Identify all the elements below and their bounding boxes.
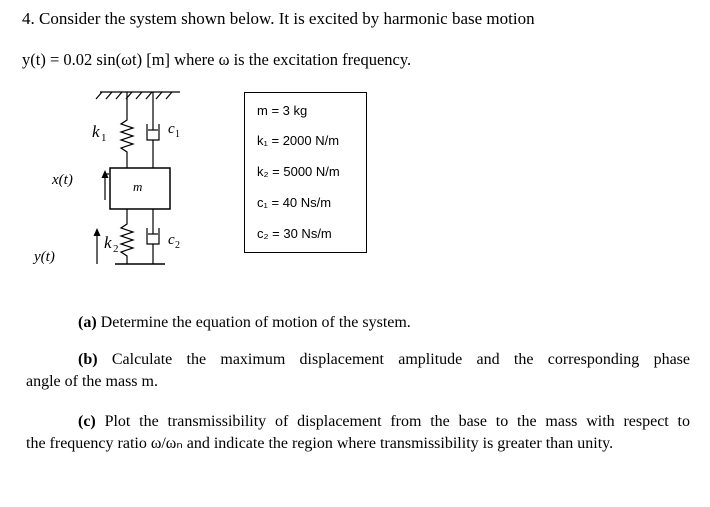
part-c-line2: the frequency ratio ω/ωₙ and indicate the region where transmissibility is greater than unity. (26, 435, 614, 452)
question-title: 4. Consider the system shown below. It is excited by harmonic base motion (22, 9, 535, 28)
part-b-tag: (b) (78, 351, 98, 368)
label-c1-sub: 1 (175, 129, 180, 140)
label-k1-sub: 1 (101, 132, 107, 144)
param-c2: c₂ = 30 Ns/m (257, 226, 332, 241)
part-b-line2: angle of the mass m. (26, 373, 158, 390)
label-k1: k (92, 122, 100, 141)
part-a-tag: (a) (78, 314, 97, 331)
part-a-text: Determine the equation of motion of the system. (96, 314, 411, 331)
label-x: x(t) (52, 172, 73, 188)
ceiling-hatch (96, 92, 172, 99)
base-motion-description: where ω is the excitation frequency. (170, 50, 412, 69)
part-b-text: Calculate the maximum displacement amplitude and the corresponding phase (97, 351, 690, 368)
part-a (78, 312, 411, 334)
param-mass: m = 3 kg (257, 103, 308, 118)
param-k1: k₁ = 2000 N/m (257, 133, 340, 148)
base-motion-expression: 0.02 sin(ωt) [m] (63, 50, 171, 69)
spring-k2 (121, 209, 133, 264)
label-mass: m (133, 179, 143, 194)
part-c-text: Plot the transmissibility of displacement from the base to the mass with respect to (95, 413, 690, 430)
damper-c1 (147, 92, 159, 168)
label-c2: c (168, 232, 175, 248)
label-k2-sub: 2 (113, 243, 119, 255)
label-k2: k (104, 233, 112, 252)
spring-k1 (121, 92, 133, 168)
base-motion-equation (22, 50, 411, 70)
label-c2-sub: 2 (175, 240, 180, 251)
label-c1: c (168, 121, 175, 137)
part-b-line1 (78, 349, 690, 371)
part-c-tag: (c) (78, 413, 96, 430)
system-diagram (20, 84, 240, 284)
damper-c2 (147, 209, 159, 264)
param-k2: k₂ = 5000 N/m (257, 164, 340, 179)
label-y: y(t) (34, 249, 55, 265)
part-c-line1 (78, 411, 690, 433)
y-arrowhead (94, 228, 101, 236)
parameter-table (244, 92, 367, 253)
base-motion-lhs: y(t) = (22, 50, 64, 69)
param-c1: c₁ = 40 Ns/m (257, 195, 332, 210)
